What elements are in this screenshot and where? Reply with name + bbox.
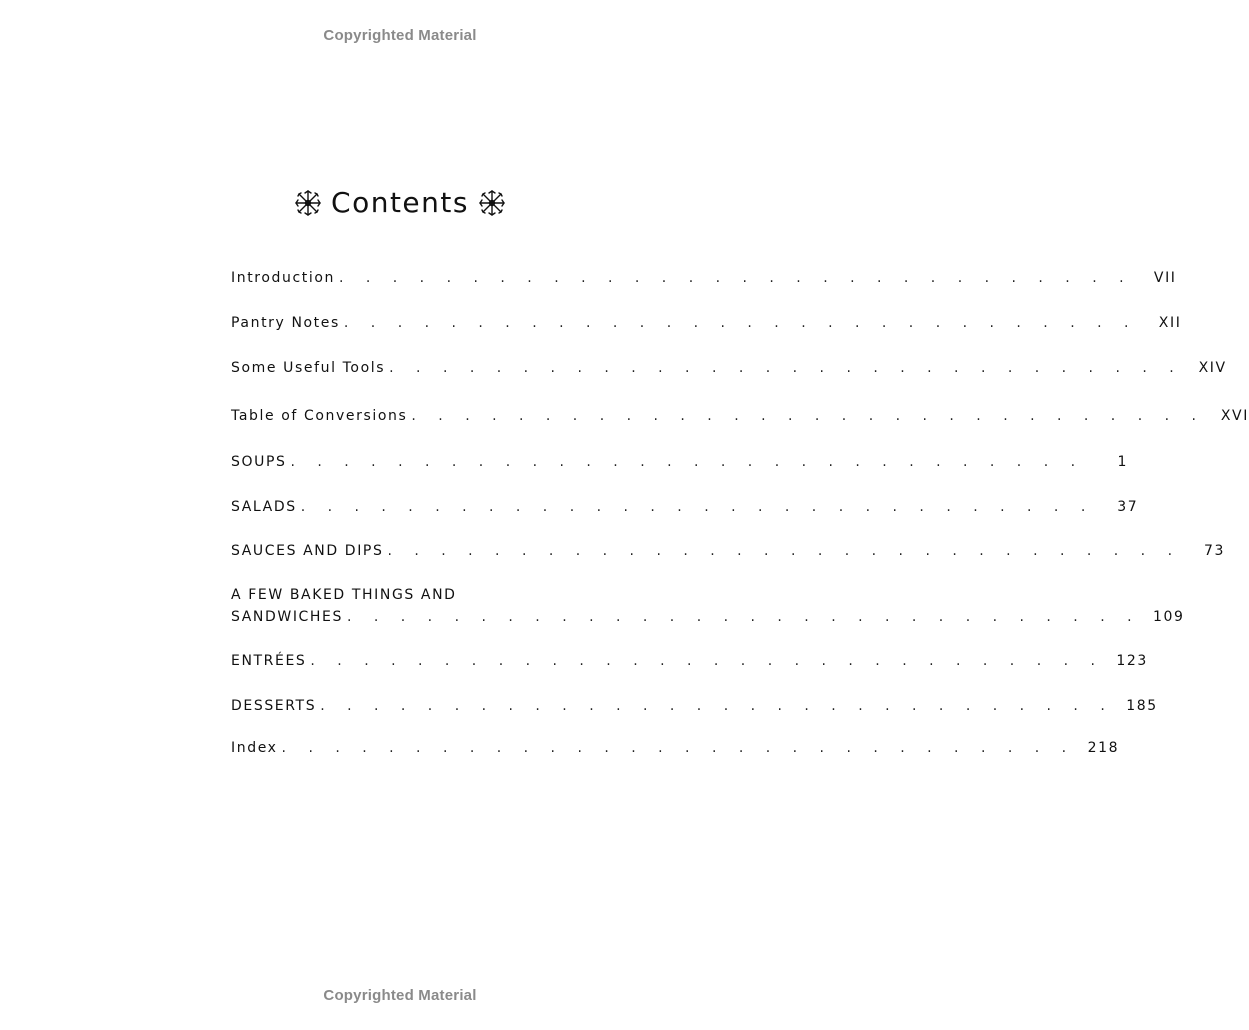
toc-entry-page: 185 (1126, 698, 1158, 714)
toc-entry-table-of-conversions[interactable] (231, 405, 1249, 427)
toc-entry-sauces-and-dips[interactable] (231, 540, 1226, 562)
toc-entry-page: 218 (1087, 740, 1120, 756)
toc-entry-label: DESSERTS (231, 698, 317, 714)
toc-entry-pantry-notes[interactable] (231, 312, 1182, 334)
dot-leader: . . . . . . . . . . . . . . . . . . . . . . . . . . . . . . (343, 315, 1138, 331)
toc-entry-label: Some Useful Tools (231, 360, 386, 376)
dot-leader: . . . . . . . . . . . . . . . . . . . . . . . . . . . . . . (281, 740, 1076, 756)
toc-entry-page: XVI (1220, 408, 1249, 424)
toc-entry-page: 109 (1153, 609, 1185, 625)
toc-entry-page: 37 (1117, 499, 1139, 515)
toc-entry-page: VII (1153, 270, 1177, 286)
contents-heading (0, 186, 800, 219)
dot-leader: . . . . . . . . . . . . . . . . . . . . . . . . . . . . . . (389, 360, 1183, 376)
copyright-watermark-top: Copyrighted Material (323, 27, 477, 44)
toc-entry-desserts[interactable] (231, 695, 1158, 717)
dot-leader: . . . . . . . . . . . . . . . . . . . . . . . . . . . . . . (387, 543, 1182, 559)
toc-entry-label: Pantry Notes (231, 315, 340, 331)
toc-entry-entrees[interactable] (231, 650, 1148, 672)
page-title: Contents (331, 186, 469, 219)
toc-entry-label: SAUCES AND DIPS (231, 543, 384, 559)
toc-entry-label: Index (231, 740, 278, 756)
flower-ornament-icon (293, 188, 323, 218)
toc-entry-soups[interactable] (231, 451, 1129, 473)
toc-entry-page: 73 (1204, 543, 1226, 559)
toc-entry-page: 123 (1116, 653, 1148, 669)
toc-entry-introduction[interactable] (231, 267, 1177, 289)
toc-entry-label: Introduction (231, 270, 335, 286)
dot-leader: . . . . . . . . . . . . . . . . . . . . . . . . . . . . . . (411, 408, 1205, 424)
toc-entry-page: XIV (1198, 360, 1227, 376)
dot-leader: . . . . . . . . . . . . . . . . . . . . . . . . . . . . . . (346, 609, 1141, 625)
toc-entry-label-line1: A FEW BAKED THINGS AND (231, 587, 457, 603)
toc-entry-label: ENTRÉES (231, 653, 307, 669)
dot-leader: . . . . . . . . . . . . . . . . . . . . . . . . . . . . . . (320, 698, 1114, 714)
toc-entry-baked-things-and-sandwiches[interactable] (231, 584, 1185, 628)
toc-entry-page: XII (1158, 315, 1182, 331)
toc-entry-label: SALADS (231, 499, 297, 515)
toc-entry-some-useful-tools[interactable] (231, 357, 1227, 379)
flower-ornament-icon (477, 188, 507, 218)
toc-entry-label: SOUPS (231, 454, 287, 470)
toc-entry-label: SANDWICHES (231, 609, 343, 625)
dot-leader: . . . . . . . . . . . . . . . . . . . . . . . . . . . . . . (300, 499, 1095, 515)
dot-leader: . . . . . . . . . . . . . . . . . . . . . . . . . . . . . . (290, 454, 1085, 470)
toc-entry-label: Table of Conversions (231, 408, 408, 424)
dot-leader: . . . . . . . . . . . . . . . . . . . . . . . . . . . . . . (338, 270, 1133, 286)
toc-entry-page: 1 (1117, 454, 1129, 470)
toc-entry-salads[interactable] (231, 496, 1139, 518)
copyright-watermark-bottom: Copyrighted Material (323, 987, 477, 1004)
dot-leader: . . . . . . . . . . . . . . . . . . . . . . . . . . . . . . (310, 653, 1104, 669)
toc-entry-index[interactable] (231, 737, 1120, 759)
